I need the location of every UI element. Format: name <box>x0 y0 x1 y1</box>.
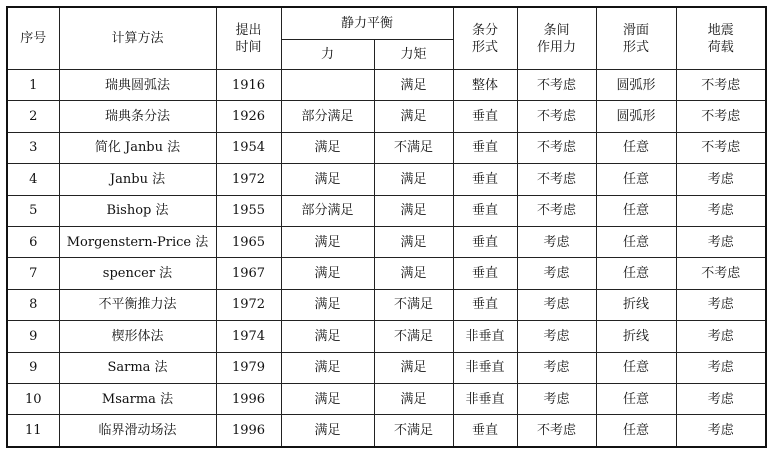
cell-index: 11 <box>7 415 59 447</box>
cell-year: 1996 <box>216 383 281 414</box>
cell-slip-surface: 任意 <box>596 415 676 447</box>
table-row <box>7 258 766 289</box>
cell-slip-surface: 圆弧形 <box>596 101 676 132</box>
cell-slice-form: 垂直 <box>453 226 517 257</box>
cell-inter-slice-force: 不考虑 <box>517 101 596 132</box>
cell-moment: 不满足 <box>374 415 453 447</box>
cell-year: 1972 <box>216 289 281 320</box>
cell-force: 部分满足 <box>281 195 374 226</box>
cell-method: 临界滑动场法 <box>59 415 216 447</box>
cell-seismic-load: 不考虑 <box>676 258 766 289</box>
header-seismic-load-line2: 荷载 <box>707 39 734 55</box>
cell-force: 满足 <box>281 321 374 352</box>
cell-slip-surface: 任意 <box>596 226 676 257</box>
cell-inter-slice-force: 不考虑 <box>517 415 596 447</box>
cell-force: 部分满足 <box>281 101 374 132</box>
table-row <box>7 164 766 195</box>
cell-method: 瑞典圆弧法 <box>59 70 216 101</box>
table-row <box>7 195 766 226</box>
header-inter-slice-force <box>517 7 596 70</box>
header-year-line2: 时间 <box>235 39 262 55</box>
cell-seismic-load: 考虑 <box>676 289 766 320</box>
cell-moment: 满足 <box>374 352 453 383</box>
header-method: 计算方法 <box>59 7 216 70</box>
cell-inter-slice-force: 考虑 <box>517 226 596 257</box>
cell-year: 1974 <box>216 321 281 352</box>
header-force: 力 <box>281 40 374 70</box>
header-year-line1: 提出 <box>235 22 262 38</box>
table-row <box>7 226 766 257</box>
cell-index: 9 <box>7 352 59 383</box>
cell-seismic-load: 考虑 <box>676 352 766 383</box>
cell-slip-surface: 任意 <box>596 258 676 289</box>
cell-moment: 不满足 <box>374 289 453 320</box>
header-static-balance: 静力平衡 <box>281 7 453 40</box>
cell-inter-slice-force: 考虑 <box>517 289 596 320</box>
cell-year: 1972 <box>216 164 281 195</box>
table-row <box>7 132 766 163</box>
cell-inter-slice-force: 考虑 <box>517 383 596 414</box>
cell-moment: 满足 <box>374 164 453 195</box>
cell-year: 1916 <box>216 70 281 101</box>
header-slip-surface-line1: 滑面 <box>622 22 649 38</box>
cell-method: Sarma 法 <box>59 352 216 383</box>
cell-slip-surface: 折线 <box>596 289 676 320</box>
cell-moment: 满足 <box>374 258 453 289</box>
cell-index: 9 <box>7 321 59 352</box>
cell-index: 5 <box>7 195 59 226</box>
table-row <box>7 415 766 447</box>
header-seismic-load-line1: 地震 <box>707 22 734 38</box>
cell-slip-surface: 任意 <box>596 164 676 195</box>
cell-slip-surface: 任意 <box>596 383 676 414</box>
cell-slice-form: 垂直 <box>453 195 517 226</box>
cell-slice-form: 整体 <box>453 70 517 101</box>
cell-method: 瑞典条分法 <box>59 101 216 132</box>
cell-seismic-load: 考虑 <box>676 415 766 447</box>
cell-index: 4 <box>7 164 59 195</box>
cell-slice-form: 非垂直 <box>453 383 517 414</box>
cell-inter-slice-force: 考虑 <box>517 352 596 383</box>
cell-method: Janbu 法 <box>59 164 216 195</box>
cell-inter-slice-force: 考虑 <box>517 258 596 289</box>
cell-inter-slice-force: 考虑 <box>517 321 596 352</box>
cell-slip-surface: 圆弧形 <box>596 70 676 101</box>
header-inter-slice-force-line2: 作用力 <box>536 39 576 55</box>
cell-seismic-load: 考虑 <box>676 195 766 226</box>
header-slip-surface-line2: 形式 <box>622 39 649 55</box>
cell-method: Msarma 法 <box>59 383 216 414</box>
cell-index: 1 <box>7 70 59 101</box>
cell-index: 6 <box>7 226 59 257</box>
cell-year: 1979 <box>216 352 281 383</box>
header-index: 序号 <box>7 7 59 70</box>
cell-seismic-load: 不考虑 <box>676 132 766 163</box>
header-seismic-load <box>676 7 766 70</box>
cell-inter-slice-force: 不考虑 <box>517 195 596 226</box>
table-row <box>7 321 766 352</box>
cell-seismic-load: 考虑 <box>676 321 766 352</box>
cell-slip-surface: 任意 <box>596 132 676 163</box>
cell-index: 3 <box>7 132 59 163</box>
cell-method: Bishop 法 <box>59 195 216 226</box>
cell-force: 满足 <box>281 415 374 447</box>
cell-method: 简化 Janbu 法 <box>59 132 216 163</box>
cell-force: 满足 <box>281 383 374 414</box>
comparison-table-container <box>6 6 767 448</box>
cell-seismic-load: 不考虑 <box>676 70 766 101</box>
cell-method: 不平衡推力法 <box>59 289 216 320</box>
cell-force: 满足 <box>281 289 374 320</box>
cell-method: 楔形体法 <box>59 321 216 352</box>
cell-method: spencer 法 <box>59 258 216 289</box>
cell-year: 1967 <box>216 258 281 289</box>
cell-moment: 满足 <box>374 101 453 132</box>
cell-force: 满足 <box>281 164 374 195</box>
cell-moment: 满足 <box>374 195 453 226</box>
table-row <box>7 70 766 101</box>
cell-moment: 不满足 <box>374 132 453 163</box>
table-row <box>7 289 766 320</box>
cell-slice-form: 垂直 <box>453 101 517 132</box>
table-row <box>7 352 766 383</box>
table-row <box>7 383 766 414</box>
cell-year: 1954 <box>216 132 281 163</box>
cell-slice-form: 垂直 <box>453 132 517 163</box>
cell-slice-form: 垂直 <box>453 415 517 447</box>
cell-seismic-load: 考虑 <box>676 164 766 195</box>
cell-force: 满足 <box>281 258 374 289</box>
cell-inter-slice-force: 不考虑 <box>517 70 596 101</box>
header-year <box>216 7 281 70</box>
cell-force: 满足 <box>281 132 374 163</box>
cell-year: 1965 <box>216 226 281 257</box>
cell-slip-surface: 折线 <box>596 321 676 352</box>
slope-stability-methods-table <box>6 6 767 448</box>
cell-slice-form: 垂直 <box>453 258 517 289</box>
cell-year: 1955 <box>216 195 281 226</box>
header-inter-slice-force-line1: 条间 <box>543 22 570 38</box>
header-slip-surface <box>596 7 676 70</box>
cell-year: 1926 <box>216 101 281 132</box>
cell-index: 8 <box>7 289 59 320</box>
cell-slice-form: 垂直 <box>453 164 517 195</box>
cell-index: 10 <box>7 383 59 414</box>
cell-moment: 满足 <box>374 226 453 257</box>
cell-force: 满足 <box>281 352 374 383</box>
cell-moment: 满足 <box>374 383 453 414</box>
cell-slip-surface: 任意 <box>596 195 676 226</box>
cell-index: 2 <box>7 101 59 132</box>
cell-year: 1996 <box>216 415 281 447</box>
cell-seismic-load: 不考虑 <box>676 101 766 132</box>
cell-slice-form: 非垂直 <box>453 321 517 352</box>
cell-slice-form: 非垂直 <box>453 352 517 383</box>
cell-slip-surface: 任意 <box>596 352 676 383</box>
header-slice-form-line2: 形式 <box>471 39 498 55</box>
cell-force <box>281 70 374 101</box>
header-slice-form <box>453 7 517 70</box>
cell-seismic-load: 考虑 <box>676 383 766 414</box>
cell-method: Morgenstern-Price 法 <box>59 226 216 257</box>
cell-inter-slice-force: 不考虑 <box>517 164 596 195</box>
table-row <box>7 101 766 132</box>
cell-force: 满足 <box>281 226 374 257</box>
cell-index: 7 <box>7 258 59 289</box>
cell-moment: 不满足 <box>374 321 453 352</box>
cell-moment: 满足 <box>374 70 453 101</box>
header-slice-form-line1: 条分 <box>471 22 498 38</box>
cell-slice-form: 垂直 <box>453 289 517 320</box>
header-moment: 力矩 <box>374 40 453 70</box>
cell-seismic-load: 考虑 <box>676 226 766 257</box>
cell-inter-slice-force: 不考虑 <box>517 132 596 163</box>
